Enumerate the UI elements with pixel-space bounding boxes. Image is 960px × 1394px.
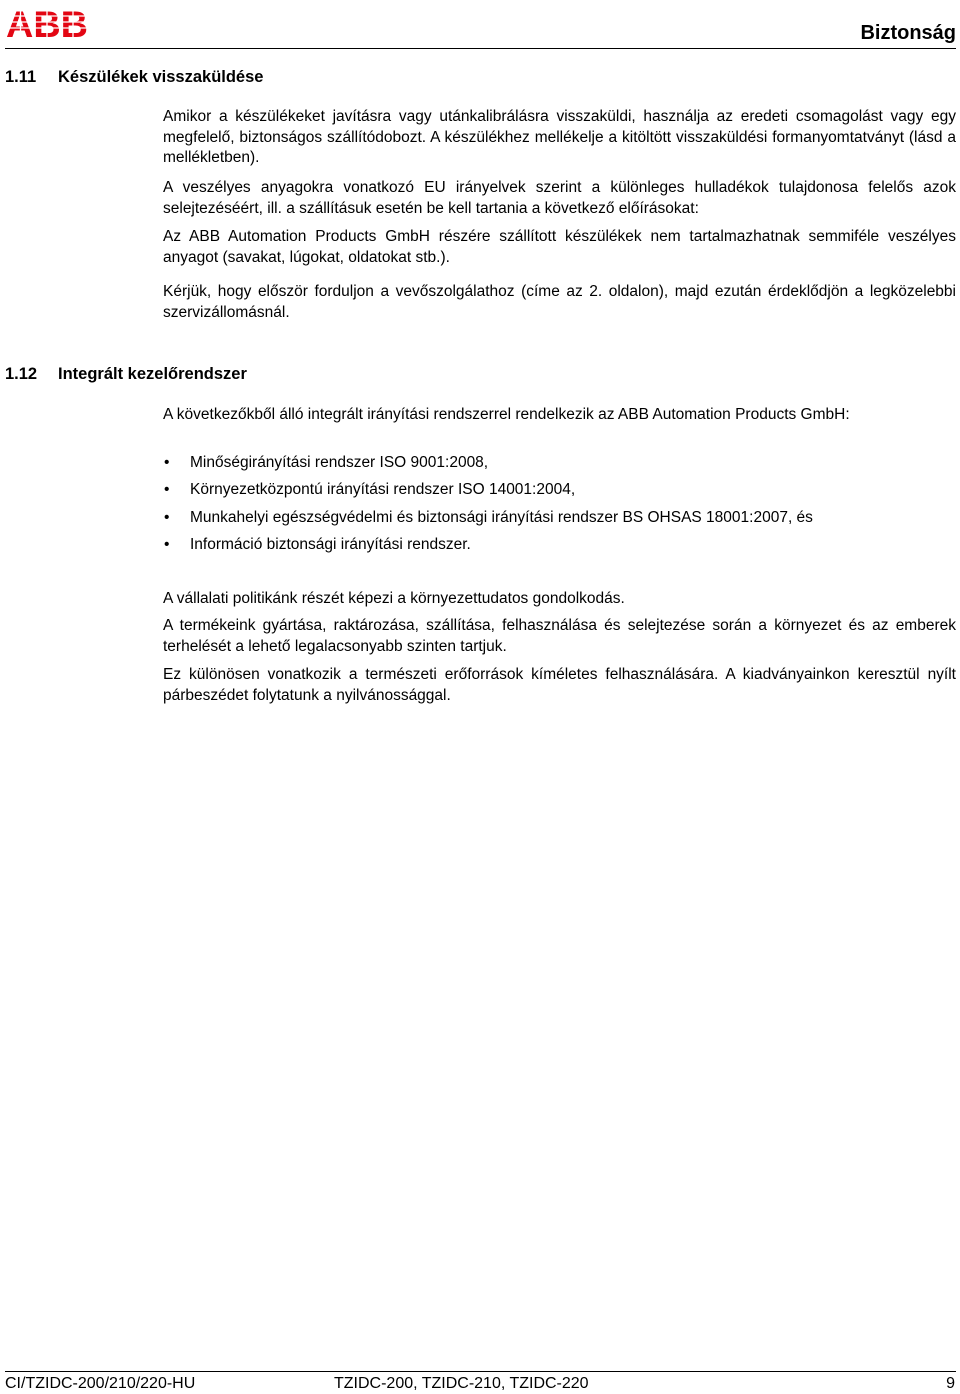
footer-divider <box>5 1371 956 1372</box>
list-item-text: Információ biztonsági irányítási rendszer. <box>190 535 471 553</box>
svg-text:ABB: ABB <box>6 7 88 40</box>
list-item <box>163 535 956 562</box>
list-item-text: Környezetközpontú irányítási rendszer ISO 14001:2004, <box>190 481 576 499</box>
paragraph-return-packaging: Amikor a készülékeket javításra vagy utánkalibrálásra visszaküldi, használja az eredeti csomagolást vagy egy megfelelő, biztonságos szállítódobozt. A készülékhez mellékelje a kitöltött visszaküldési formanyomtatványt (lásd a mellékletben). <box>163 108 956 167</box>
page-number: 9 <box>946 1375 955 1392</box>
page-section-title: Biztonság <box>860 22 956 44</box>
bullet-icon: • <box>164 508 170 526</box>
section-title: Készülékek visszaküldése <box>58 68 264 86</box>
list-item-text: Munkahelyi egészségvédelmi és biztonsági irányítási rendszer BS OHSAS 18001:2007, és <box>190 508 813 526</box>
management-systems-list <box>163 453 956 562</box>
paragraph-environmental-policy: A vállalati politikánk részét képezi a környezettudatos gondolkodás. <box>163 590 625 607</box>
paragraph-integrated-system-intro: A következőkből álló integrált irányítási rendszerrel rendelkezik az ABB Automation Products GmbH: <box>163 406 850 423</box>
list-item-text: Minőségirányítási rendszer ISO 9001:2008, <box>190 454 489 471</box>
paragraph-contact-service: Kérjük, hogy először forduljon a vevőszolgálathoz (címe az 2. oldalon), majd ezután érdeklődjön a legközelebbi szervizállomásnál. <box>163 283 956 321</box>
section-heading-1-12 <box>5 364 247 384</box>
paragraph-hazardous-waste: A veszélyes anyagokra vonatkozó EU irányelvek szerint a különleges hulladékok tulajdonosa felelős azok selejtezéséért, ill. a szállításuk esetén be kell tartania a következő előírásokat: <box>163 179 956 217</box>
section-heading-1-11 <box>5 67 263 87</box>
bullet-icon: • <box>164 535 170 553</box>
footer-models: TZIDC-200, TZIDC-210, TZIDC-220 <box>334 1375 589 1392</box>
section-number: 1.11 <box>5 68 37 86</box>
paragraph-no-hazardous-substances: Az ABB Automation Products GmbH részére szállított készülékek nem tartalmazhatnak semmiféle veszélyes anyagot (savakat, lúgokat, oldatokat stb.). <box>163 228 956 266</box>
list-item <box>163 480 956 507</box>
abb-logo <box>5 7 89 40</box>
footer-document-code: CI/TZIDC-200/210/220-HU <box>5 1375 196 1392</box>
list-item <box>163 508 956 535</box>
section-number: 1.12 <box>5 365 38 383</box>
bullet-icon: • <box>164 454 170 471</box>
list-item <box>163 453 956 480</box>
paragraph-natural-resources: Ez különösen vonatkozik a természeti erőforrások kíméletes felhasználására. A kiadványainkon keresztül nyílt párbeszédet folytatunk a nyilvánossággal. <box>163 666 956 704</box>
paragraph-environmental-burden: A termékeink gyártása, raktározása, szállítása, felhasználása és selejtezése során a környezet és az emberek terhelését a lehető legalacsonyabb szinten tartjuk. <box>163 617 956 655</box>
section-title: Integrált kezelőrendszer <box>58 365 247 383</box>
bullet-icon: • <box>164 481 170 499</box>
header-divider <box>5 48 956 49</box>
